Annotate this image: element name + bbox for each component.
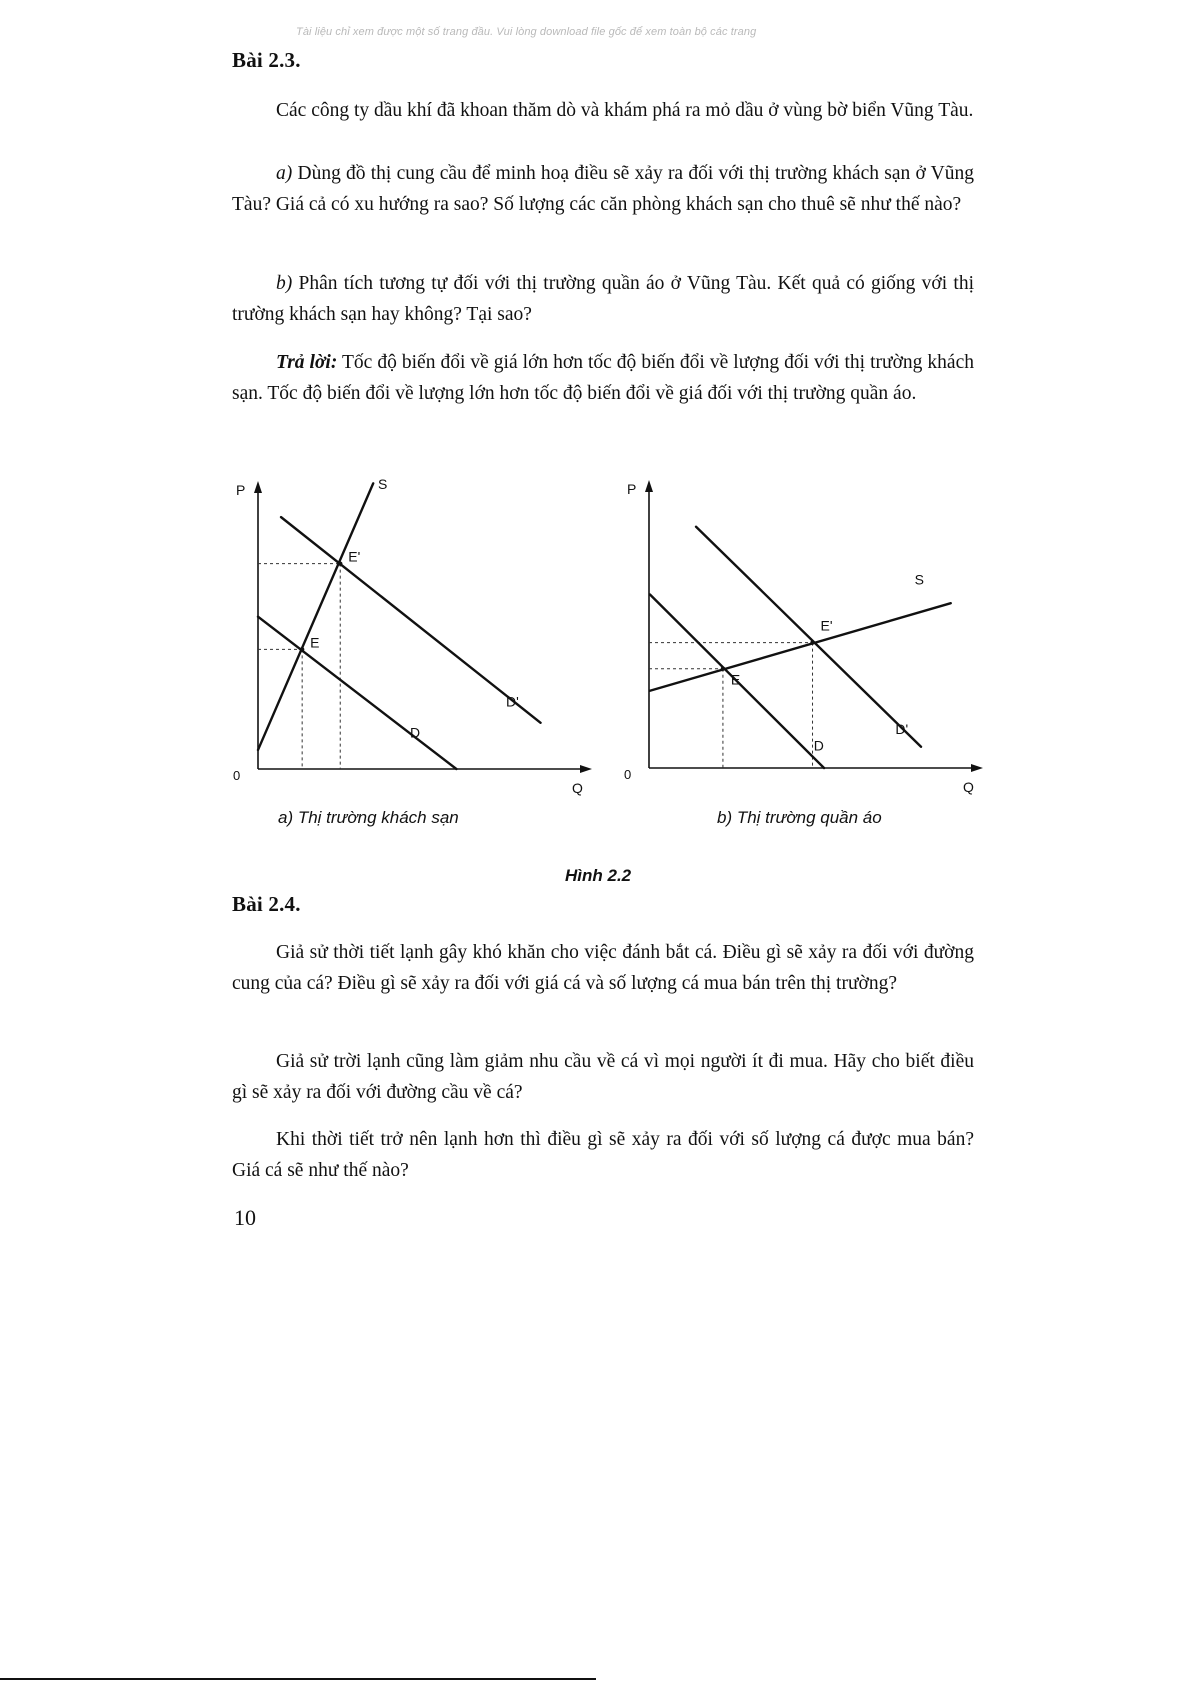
paragraph-text: Giả sử trời lạnh cũng làm giảm nhu cầu về cá vì mọi người ít đi mua. Hãy cho biết điều gì sẽ xảy ra đối với đường cầu về cá? (232, 1051, 974, 1103)
exercise-2-4-paragraph (232, 1046, 974, 1108)
curve-s-label: S (914, 571, 924, 588)
x-axis-arrow-icon (971, 764, 983, 772)
exercise-2-4-paragraph (232, 937, 974, 999)
intro-text: Các công ty dầu khí đã khoan thăm dò và khám phá ra mỏ dầu ở vùng bờ biển Vũng Tàu. (276, 100, 974, 121)
y-axis-label: P (627, 481, 637, 497)
curve-d-label: D (410, 724, 421, 741)
curve-d-label: D (813, 737, 824, 754)
answer-label: Trả lời: (276, 352, 338, 373)
exercise-heading-2-4: Bài 2.4. (232, 892, 301, 916)
paragraph-text: Giả sử thời tiết lạnh gây khó khăn cho việc đánh bắt cá. Điều gì sẽ xảy ra đối với đường cung của cá? Điều gì sẽ xảy ra đối với giá cá và số lượng cá mua bán trên thị trường? (232, 942, 974, 994)
origin-label: 0 (233, 768, 241, 783)
answer-text: Tốc độ biến đổi về giá lớn hơn tốc độ biến đổi về lượng đối với thị trường khách sạn. Tốc độ biến đổi về lượng lớn hơn tốc độ biến đổi về giá đối với thị trường quần áo. (232, 352, 974, 404)
exercise-heading-2-3: Bài 2.3. (232, 48, 301, 72)
paragraph-text: Khi thời tiết trở nên lạnh hơn thì điều gì sẽ xảy ra đối với số lượng cá được mua bán? Giá cá sẽ như thế nào? (232, 1129, 974, 1181)
question-a-text: Dùng đồ thị cung cầu để minh hoạ điều sẽ xảy ra đối với thị trường khách sạn ở Vũng Tàu? Giá cả có xu hướng ra sao? Số lượng các căn phòng khách sạn cho thuê sẽ như thế nào? (232, 163, 974, 215)
figure-title: Hình 2.2 (565, 866, 632, 885)
equilibrium-point (810, 640, 814, 644)
footer-rule (0, 1678, 596, 1680)
page-number: 10 (234, 1205, 256, 1230)
curve-d-prime-label: D' (506, 693, 519, 710)
equilibrium-label-e: E (730, 671, 741, 688)
curve-s-label: S (378, 475, 388, 492)
equilibrium-label-e: E (310, 634, 320, 651)
curve-d-prime (696, 527, 921, 747)
chart-hotel-market-caption: a) Thị trường khách sạn (278, 808, 459, 827)
equilibrium-point (721, 667, 725, 671)
y-axis-arrow-icon (645, 480, 653, 492)
chart-clothing-market-caption: b) Thị trường quần áo (717, 808, 882, 827)
question-b-label: b) (276, 273, 293, 294)
origin-label: 0 (624, 767, 632, 782)
exercise-2-4-paragraph (232, 1124, 974, 1186)
x-axis-label: Q (963, 779, 974, 795)
equilibrium-label-e-prime: E' (820, 617, 833, 634)
question-b-text: Phân tích tương tự đối với thị trường quần áo ở Vũng Tàu. Kết quả có giống với thị trường khách sạn hay không? Tại sao? (232, 273, 974, 325)
chart-clothing-market (0, 0, 1191, 825)
x-axis-label: Q (572, 780, 583, 796)
equilibrium-label-e-prime: E' (348, 548, 361, 565)
y-axis-label: P (236, 482, 246, 498)
question-a-label: a) (276, 163, 293, 184)
watermark-notice: Tài liệu chỉ xem được một số trang đầu. Vui lòng download file gốc để xem toàn bộ các trang (296, 26, 757, 38)
curve-s (650, 603, 951, 691)
chart-clothing-market-svg (0, 0, 1191, 820)
curve-d-prime-label: D' (895, 721, 909, 737)
